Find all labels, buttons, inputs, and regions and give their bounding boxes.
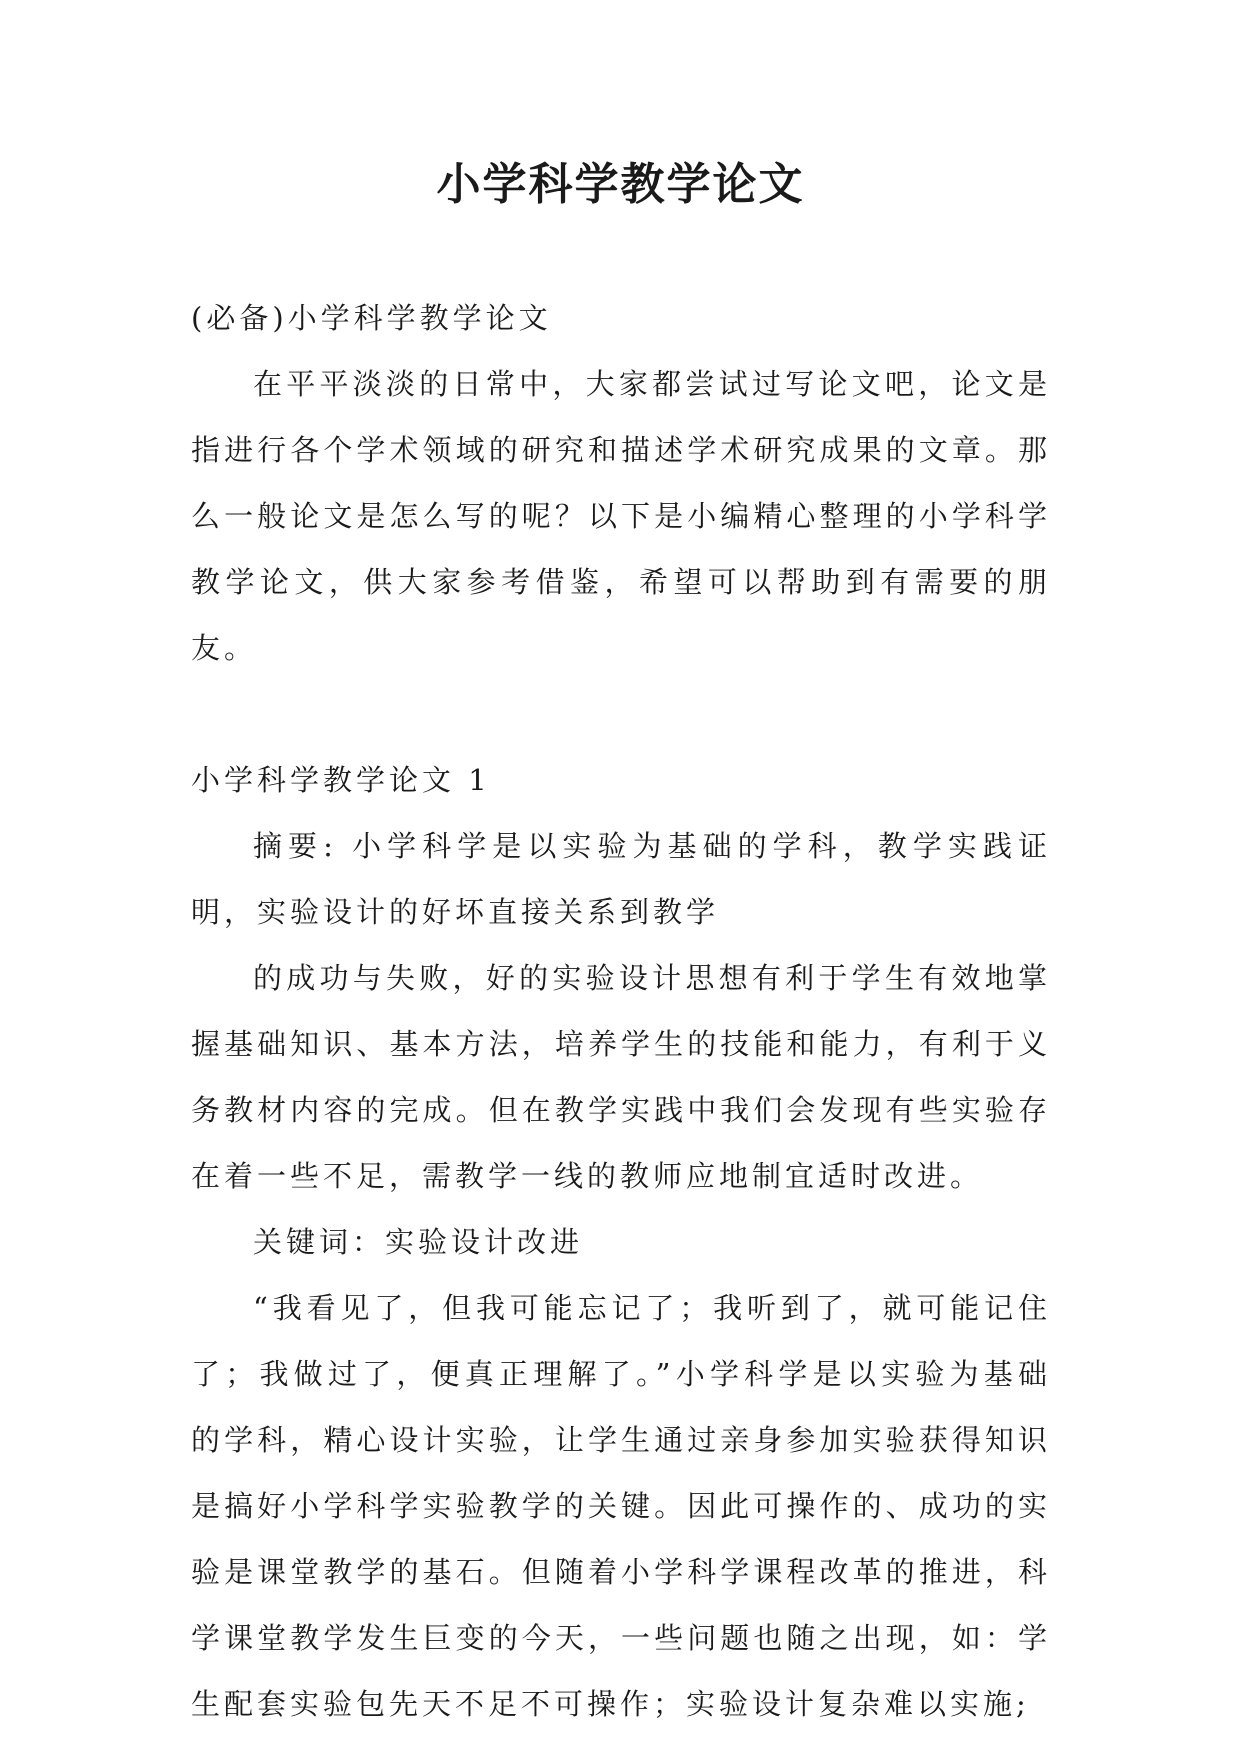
body-paragraph: “我看见了，但我可能忘记了；我听到了，就可能记住了；我做过了，便真正理解了。”小学科学是以实验为基础的学科，精心设计实验，让学生通过亲身参加实验获得知识是搞好小学科学实验教学的关键。因此可操作的、成功的实验是课堂教学的基石。但随着小学科学课程改革的推进，科学课堂教学发生巨变的今天，一些问题也随之出现，如：学生配套实验包先天不足不可操作；实验设计复杂难以实施;: [191, 1291, 1051, 1721]
abstract-paragraph: 摘要: 小学科学是以实验为基础的学科，教学实践证明，实验设计的好坏直接关系到教学: [191, 829, 1051, 929]
abstract-continuation: 的成功与失败，好的实验设计思想有利于学生有效地掌握基础知识、基本方法，培养学生的技能和能力，有利于义务教材内容的完成。但在教学实践中我们会发现有些实验存在着一些不足，需教学一线的教师应地制宜适时改进。: [191, 961, 1051, 1193]
keywords-line: 关键词：实验设计改进: [253, 1225, 584, 1259]
document-body: [191, 285, 1051, 1737]
section-heading: 小学科学教学论文 1: [191, 763, 491, 797]
document-title: 小学科学教学论文: [436, 159, 805, 210]
intro-paragraph: 在平平淡淡的日常中，大家都尝试过写论文吧，论文是指进行各个学术领域的研究和描述学术研究成果的文章。那么一般论文是怎么写的呢？以下是小编精心整理的小学科学教学论文，供大家参考借鉴，希望可以帮助到有需要的朋友。: [191, 367, 1051, 665]
subtitle: (必备)小学科学教学论文: [191, 301, 552, 335]
